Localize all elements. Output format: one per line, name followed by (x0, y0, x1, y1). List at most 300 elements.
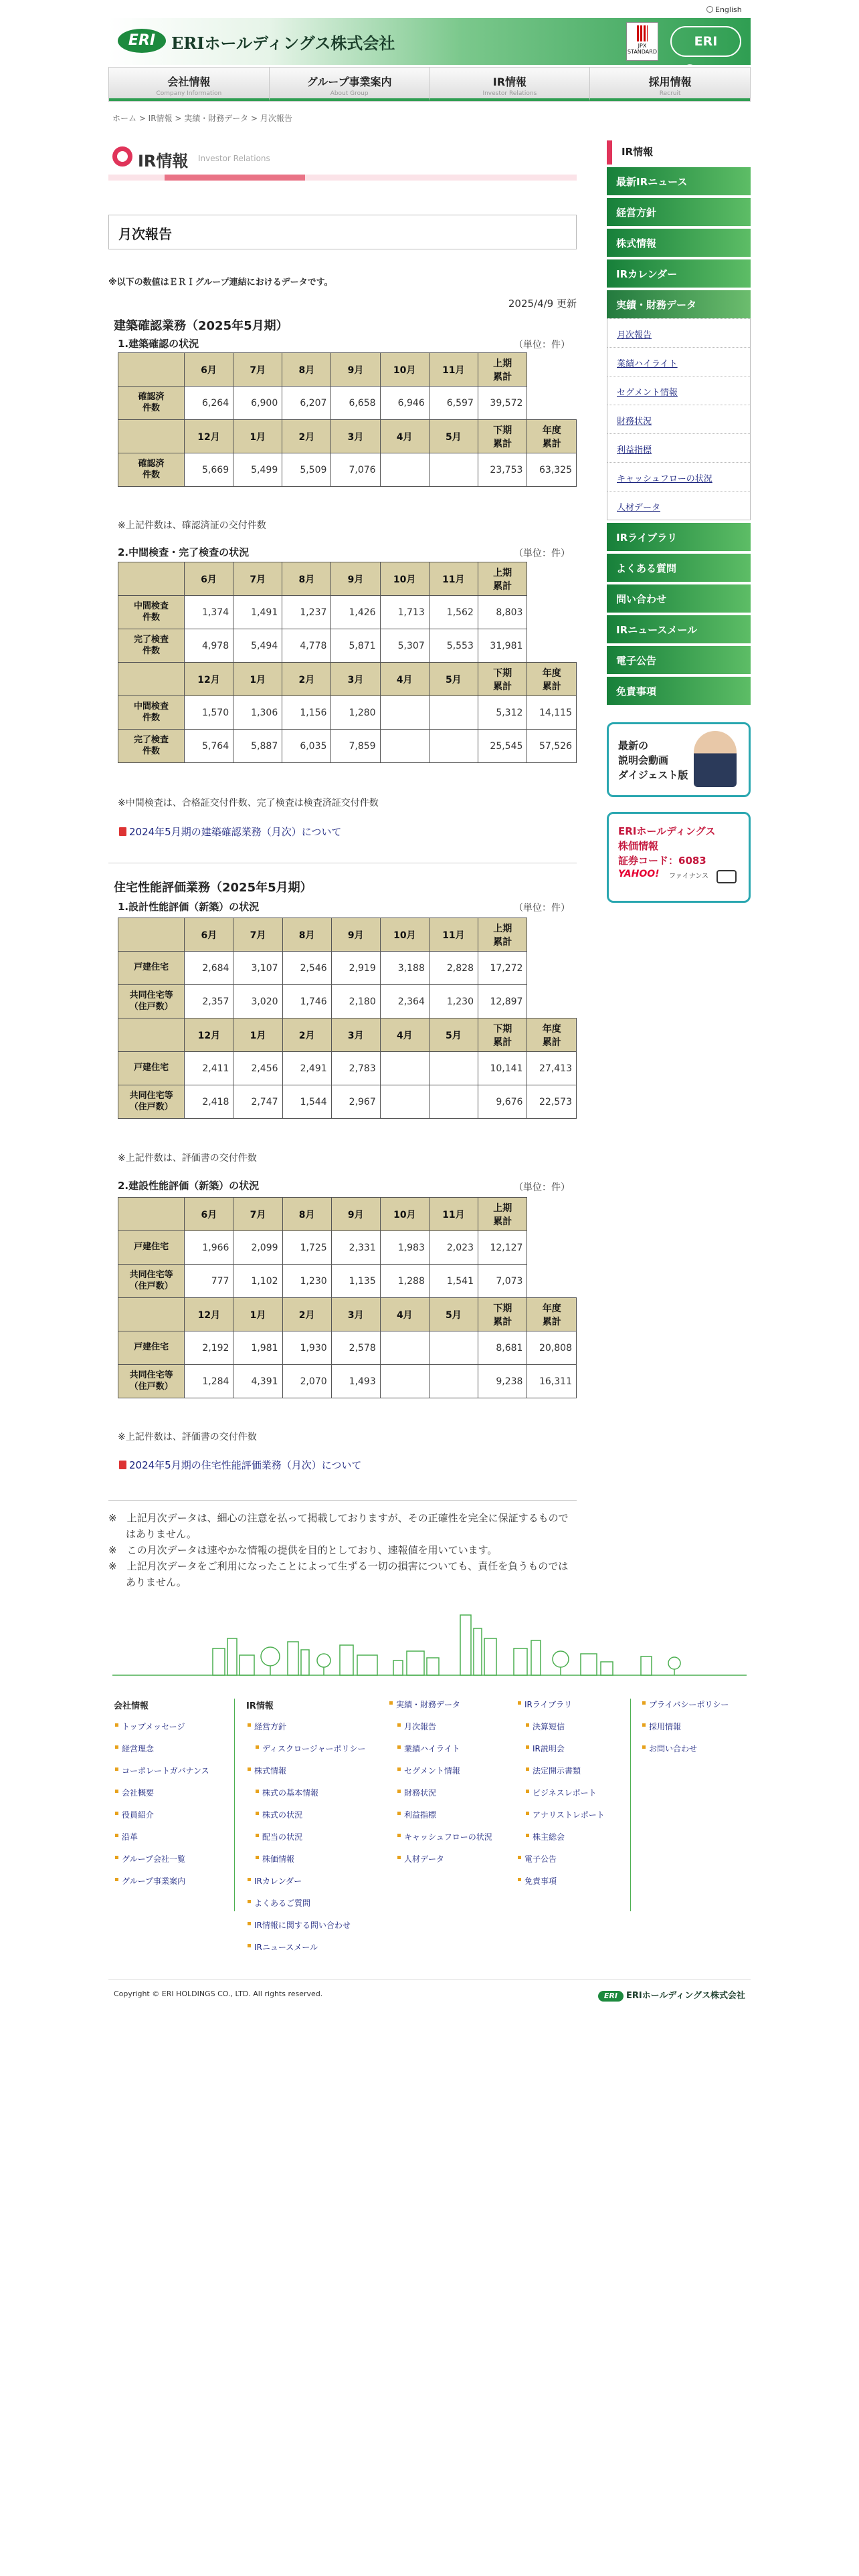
table-cell (429, 1052, 478, 1085)
footer-link[interactable]: 月次報告 (396, 1721, 515, 1743)
yahoo-logo: YAHOO! (618, 869, 660, 879)
table-cell (380, 1085, 429, 1119)
ir-title-block (108, 144, 577, 184)
footer-link[interactable]: 役員紹介 (114, 1809, 227, 1831)
disclaimer-item: ※ 上記月次データをご利用になったことによって生ずる一切の損害についても、責任を負うものではありません。 (108, 1560, 569, 1588)
header-corner (118, 562, 185, 596)
table-cell: 1,746 (282, 985, 331, 1018)
table-cell: 1,493 (331, 1365, 380, 1398)
table-cell: 6,946 (380, 387, 429, 420)
table-cell: 2,331 (331, 1231, 380, 1265)
footer-link[interactable]: 株式の状況 (254, 1809, 387, 1831)
column-header: 5月 (429, 420, 478, 453)
table-cell: 31,981 (478, 629, 527, 663)
table-cell (429, 730, 478, 763)
stock-price-banner[interactable] (607, 812, 751, 903)
column-header: 上期 累計 (478, 1198, 527, 1231)
breadcrumb[interactable]: ホーム > IR情報 > 実績・財務データ > 月次報告 (112, 114, 292, 123)
table-cell: 6,900 (233, 387, 282, 420)
footer-link[interactable]: 株価情報 (254, 1853, 387, 1875)
nav-label: 会社情報 (167, 76, 211, 88)
footer-link[interactable]: トップメッセージ (114, 1721, 227, 1743)
table-cell: 17,272 (478, 952, 527, 985)
side-item-contact[interactable]: 問い合わせ (607, 584, 751, 613)
footer-link[interactable]: グループ会社一覧 (114, 1853, 227, 1875)
column-header: 7月 (233, 562, 282, 596)
table-cell: 1,981 (233, 1331, 282, 1365)
nav-company[interactable] (109, 68, 270, 101)
column-header: 上期 累計 (478, 562, 527, 596)
nav-sublabel: Company Information (156, 90, 222, 97)
pdf-icon (119, 1461, 126, 1469)
footer-col-misc (641, 1699, 751, 1765)
column-header: 5月 (429, 1298, 478, 1331)
side-subnav (607, 318, 751, 520)
table-cell: 1,966 (185, 1231, 233, 1265)
column-header: 7月 (233, 1198, 282, 1231)
unit-label: （単位：件） (514, 1182, 570, 1193)
table-title: 1.建築確認の状況 (118, 338, 199, 350)
column-header: 3月 (331, 1018, 380, 1052)
global-nav (108, 67, 751, 102)
column-header: 9月 (331, 1198, 380, 1231)
side-sub-highlight[interactable]: 業績ハイライト (607, 347, 750, 376)
footer-link[interactable]: 経営方針 (246, 1721, 387, 1743)
table-cell: 5,553 (429, 629, 478, 663)
table-cell: 2,919 (331, 952, 380, 985)
footer-link[interactable]: IR情報に関する問い合わせ (246, 1919, 387, 1941)
footer-link-list (516, 1699, 630, 1897)
table-cell: 1,230 (429, 985, 478, 1018)
nav-label: グループ事業案内 (306, 76, 392, 88)
side-sub-finance[interactable]: 財務状況 (607, 405, 750, 433)
table-row (118, 453, 577, 487)
table-cell (429, 696, 478, 730)
side-sub-cashflow[interactable]: キャッシュフローの状況 (607, 462, 750, 491)
table-cell: 1,983 (380, 1231, 429, 1265)
english-link[interactable] (706, 5, 742, 14)
pdf-link-jutaku[interactable] (119, 1458, 361, 1472)
table-cell: 10,141 (478, 1052, 527, 1085)
group-note: ※以下の数値はＥＲＩグループ連結におけるデータです。 (108, 278, 333, 288)
column-header: 1月 (233, 663, 282, 696)
column-header: 下期 累計 (478, 1018, 527, 1052)
table-header-row (118, 663, 577, 696)
table-cell: 3,107 (233, 952, 282, 985)
table-cell: 4,778 (282, 629, 331, 663)
footer-col-title: 会社情報 (114, 1701, 149, 1711)
table-cell: 2,364 (380, 985, 429, 1018)
footer-link[interactable]: 経営理念 (114, 1743, 227, 1765)
footer-link[interactable]: 決算短信 (524, 1721, 630, 1743)
column-header: 10月 (380, 353, 429, 387)
table-cell: 6,264 (184, 387, 233, 420)
nav-sublabel: Recruit (659, 90, 681, 97)
table-header-row (118, 420, 577, 453)
column-header: 6月 (184, 353, 233, 387)
table-cell: 2,967 (331, 1085, 380, 1119)
table-cell: 8,681 (478, 1331, 527, 1365)
footer-link[interactable]: 業績ハイライト (396, 1743, 515, 1765)
disclaimer-list (108, 1510, 577, 1590)
column-header: 6月 (185, 1198, 233, 1231)
header-corner (118, 1298, 185, 1331)
table-cell: 1,374 (184, 596, 233, 629)
footer-link[interactable]: 沿革 (114, 1831, 227, 1853)
column-header: 11月 (429, 1198, 478, 1231)
footer-link[interactable]: 免責事項 (516, 1875, 630, 1897)
table-cell: 1,930 (282, 1331, 331, 1365)
row-header: 共同住宅等 （住戸数） (118, 1265, 185, 1298)
footer-link[interactable]: ビジネスレポート (524, 1787, 630, 1809)
ir-title: IR情報 (138, 152, 189, 171)
row-header: 中間検査 件数 (118, 696, 185, 730)
footer-link[interactable]: グループ事業案内 (114, 1875, 227, 1897)
table-cell: 16,311 (527, 1365, 577, 1398)
column-header: 7月 (233, 918, 282, 952)
table-cell: 2,023 (429, 1231, 478, 1265)
table-cell: 5,871 (331, 629, 380, 663)
table-cell: 57,526 (527, 730, 577, 763)
table-cell: 6,597 (429, 387, 478, 420)
column-header: 4月 (380, 420, 429, 453)
table-cell: 1,562 (429, 596, 478, 629)
table-row (118, 1231, 577, 1265)
table-row (118, 387, 577, 420)
table-cell: 2,192 (185, 1331, 233, 1365)
device-icon (717, 870, 737, 883)
table-cell (429, 1085, 478, 1119)
english-link-label[interactable]: English (715, 5, 742, 14)
nav-group[interactable] (270, 68, 430, 101)
banner-text: 最新の 説明会動画 ダイジェスト版 (618, 740, 688, 781)
footer-link[interactable]: 人材データ (396, 1853, 515, 1875)
table-cell: 2,747 (233, 1085, 282, 1119)
side-item-disclaimer[interactable]: 免責事項 (607, 677, 751, 705)
table-cell (380, 1365, 429, 1398)
header-corner (118, 1018, 185, 1052)
ir-subtitle: Investor Relations (198, 154, 270, 163)
jpx-label: JPX STANDARD (627, 43, 657, 55)
footer-link[interactable]: IRカレンダー (246, 1875, 387, 1897)
column-header: 4月 (380, 1018, 429, 1052)
column-header: 10月 (380, 918, 429, 952)
table-header-row (118, 1198, 577, 1231)
column-header: 10月 (380, 562, 429, 596)
footer-link[interactable]: IRニュースメール (246, 1941, 387, 1963)
table-cell: 12,127 (478, 1231, 527, 1265)
column-header: 8月 (282, 353, 331, 387)
divider (108, 1500, 577, 1501)
table-title: 2.建設性能評価（新築）の状況 (118, 1180, 260, 1192)
table-cell (429, 1331, 478, 1365)
nav-label: IR情報 (492, 76, 527, 88)
table-cell: 1,544 (282, 1085, 331, 1119)
table-cell: 63,325 (527, 453, 577, 487)
nav-label: 採用情報 (648, 76, 692, 88)
table-header-row (118, 1298, 577, 1331)
side-nav-header: IR情報 (607, 140, 751, 165)
row-header: 中間検査 件数 (118, 596, 185, 629)
eri-logo[interactable]: ERI (118, 29, 166, 53)
table-cell: 1,725 (282, 1231, 331, 1265)
pdf-link-kenchiku[interactable] (119, 825, 341, 839)
footer-link[interactable]: コーポレートガバナンス (114, 1765, 227, 1787)
unit-label: （単位：件） (514, 903, 570, 914)
column-header: 年度 累計 (527, 1298, 577, 1331)
footer-link[interactable]: 会社概要 (114, 1787, 227, 1809)
presenter-photo (694, 731, 737, 787)
footer-link[interactable]: 株式情報 (246, 1765, 387, 1787)
column-header: 12月 (185, 1018, 233, 1052)
eri-logo-mark: ERI (598, 1991, 624, 2002)
side-sub-segment[interactable]: セグメント情報 (607, 376, 750, 405)
data-table (118, 562, 577, 763)
row-header: 戸建住宅 (118, 1231, 185, 1265)
footer-col-library (516, 1699, 630, 1897)
footer-link[interactable]: アナリストレポート (524, 1809, 630, 1831)
data-table (118, 918, 577, 1119)
column-header: 4月 (380, 1298, 429, 1331)
table-cell: 3,188 (380, 952, 429, 985)
header-corner (118, 353, 185, 387)
row-header: 共同住宅等 （住戸数） (118, 1365, 185, 1398)
unit-label: （単位：件） (514, 548, 570, 559)
table-cell: 2,180 (331, 985, 380, 1018)
side-sub-profit[interactable]: 利益指標 (607, 433, 750, 462)
table-cell: 2,578 (331, 1331, 380, 1365)
column-header: 3月 (331, 1298, 380, 1331)
table-cell: 1,237 (282, 596, 331, 629)
table-cell: 7,073 (478, 1265, 527, 1298)
main-content (108, 144, 577, 1471)
table-cell: 5,499 (233, 453, 282, 487)
table-row (118, 1052, 577, 1085)
footer-company-name: ERIホールディングス株式会社 (626, 1991, 745, 2001)
table-cell: 3,020 (233, 985, 282, 1018)
column-header: 2月 (282, 1018, 331, 1052)
footer-col-company (114, 1699, 227, 1897)
column-header: 7月 (233, 353, 282, 387)
table-note: ※上記件数は、評価書の交付件数 (118, 1153, 257, 1164)
table-cell: 1,713 (380, 596, 429, 629)
table-cell (380, 1331, 429, 1365)
column-header: 11月 (429, 918, 478, 952)
page-title: 月次報告 (108, 215, 577, 249)
pdf-link-label[interactable]: 2024年5月期の住宅性能評価業務（月次）について (129, 1459, 362, 1471)
table-cell: 2,546 (282, 952, 331, 985)
row-header: 確認済 件数 (118, 453, 185, 487)
table-title: 2.中間検査・完了検査の状況 (118, 546, 250, 558)
table-header-row (118, 562, 577, 596)
nav-ir[interactable] (430, 68, 591, 101)
pdf-link-label[interactable]: 2024年5月期の建築確認業務（月次）について (129, 826, 342, 838)
table-cell: 2,411 (185, 1052, 233, 1085)
row-header: 戸建住宅 (118, 1331, 185, 1365)
jpx-icon (637, 25, 648, 41)
column-header: 2月 (282, 1298, 331, 1331)
table-cell: 9,238 (478, 1365, 527, 1398)
column-header: 上期 累計 (478, 353, 527, 387)
row-header: 完了検査 件数 (118, 629, 185, 663)
footer-link[interactable]: 財務状況 (396, 1787, 515, 1809)
footer-link[interactable]: 採用情報 (641, 1721, 751, 1743)
footer-link[interactable]: 電子公告 (516, 1853, 630, 1875)
table-row (118, 1331, 577, 1365)
table-cell: 5,509 (282, 453, 331, 487)
footer-link-list (388, 1699, 515, 1875)
table-cell: 25,545 (478, 730, 527, 763)
table-cell: 23,753 (478, 453, 527, 487)
table-cell: 2,357 (185, 985, 233, 1018)
footer-link[interactable]: お問い合わせ (641, 1743, 751, 1765)
footer-link-list (641, 1699, 751, 1765)
finance-label: ファイナンス (669, 873, 708, 880)
table-note: ※中間検査は、合格証交付件数、完了検査は検査済証交付件数 (118, 798, 379, 809)
column-header: 6月 (184, 562, 233, 596)
footer-col-ir (246, 1699, 387, 1963)
column-header: 年度 累計 (527, 663, 577, 696)
disclaimer-item: ※ 上記月次データは、細心の注意を払って掲載しておりますが、その正確性を完全に保証するものではありません。 (108, 1512, 569, 1540)
column-header: 1月 (233, 1018, 282, 1052)
table-cell: 2,491 (282, 1052, 331, 1085)
ring-icon (112, 146, 132, 167)
side-item-policy[interactable]: 経営方針 (607, 198, 751, 226)
table-row (118, 629, 577, 663)
table-cell: 2,070 (282, 1365, 331, 1398)
footer-col-financial (388, 1699, 515, 1875)
column-header: 年度 累計 (527, 1018, 577, 1052)
column-header: 5月 (429, 1018, 478, 1052)
footer-link[interactable]: IR説明会 (524, 1743, 630, 1765)
nav-sublabel: About Group (330, 90, 369, 97)
footer-link-list (114, 1721, 227, 1897)
table-cell: 1,570 (184, 696, 233, 730)
title-underline (108, 175, 577, 181)
section-title-kenchiku: 建築確認業務（2025年5月期） (114, 319, 288, 333)
column-header: 8月 (282, 1198, 331, 1231)
eri-group-logo[interactable]: ERI (670, 26, 741, 57)
side-sub-hr[interactable]: 人材データ (607, 491, 750, 520)
footer-link[interactable]: プライバシーポリシー (641, 1699, 751, 1721)
table-cell: 777 (185, 1265, 233, 1298)
table-row (118, 696, 577, 730)
table-cell (380, 453, 429, 487)
column-header: 11月 (429, 353, 478, 387)
column-header: 下期 累計 (478, 663, 527, 696)
globe-icon (706, 6, 713, 13)
footer-logo[interactable] (598, 1988, 745, 2002)
side-item-calendar[interactable]: IRカレンダー (607, 259, 751, 288)
table-cell: 20,808 (527, 1331, 577, 1365)
table-cell: 1,230 (282, 1265, 331, 1298)
row-header: 完了検査 件数 (118, 730, 185, 763)
column-header: 9月 (331, 562, 380, 596)
table-title: 1.設計性能評価（新築）の状況 (118, 901, 260, 913)
column-header: 4月 (380, 663, 429, 696)
table-cell: 9,676 (478, 1085, 527, 1119)
footer-link[interactable]: IRライブラリ (516, 1699, 630, 1721)
table-cell: 12,897 (478, 985, 527, 1018)
table-row (118, 985, 577, 1018)
footer-link-list (246, 1721, 387, 1963)
video-digest-banner[interactable] (607, 722, 751, 797)
footer-link[interactable]: 配当の状況 (254, 1831, 387, 1853)
banner-text: ERIホールディングス 株価情報 証券コード：6083 (618, 825, 716, 867)
footer-link[interactable]: 利益指標 (396, 1809, 515, 1831)
table-cell: 4,391 (233, 1365, 282, 1398)
side-item-faq[interactable]: よくある質問 (607, 554, 751, 582)
table-cell (380, 1052, 429, 1085)
table-cell: 1,102 (233, 1265, 282, 1298)
footer-bottom (108, 1979, 751, 2006)
table-cell: 2,783 (331, 1052, 380, 1085)
table-cell: 1,288 (380, 1265, 429, 1298)
side-item-stock[interactable]: 株式情報 (607, 229, 751, 257)
side-item-notice[interactable]: 電子公告 (607, 646, 751, 674)
table-cell: 7,076 (331, 453, 380, 487)
table-row (118, 1085, 577, 1119)
header-corner (118, 918, 185, 952)
side-item-newsmail[interactable]: IRニュースメール (607, 615, 751, 643)
table-cell: 1,426 (331, 596, 380, 629)
section-title-jutaku: 住宅性能評価業務（2025年5月期） (114, 881, 312, 895)
table-row (118, 730, 577, 763)
table-note: ※上記件数は、評価書の交付件数 (118, 1432, 257, 1442)
table-cell: 27,413 (527, 1052, 577, 1085)
footer-link[interactable]: 実績・財務データ (388, 1699, 515, 1721)
column-header: 12月 (184, 663, 233, 696)
table-cell (429, 1365, 478, 1398)
table-cell: 2,099 (233, 1231, 282, 1265)
side-sub-monthly[interactable]: 月次報告 (607, 318, 750, 347)
footer-link[interactable]: 法定開示書類 (524, 1765, 630, 1787)
column-header: 下期 累計 (478, 1298, 527, 1331)
table-cell: 1,306 (233, 696, 282, 730)
table-cell: 1,541 (429, 1265, 478, 1298)
footer-link[interactable]: 株主総会 (524, 1831, 630, 1853)
nav-recruit[interactable] (590, 68, 750, 101)
side-item-financial[interactable]: 実績・財務データ (607, 290, 751, 318)
table-cell: 4,978 (184, 629, 233, 663)
footer-link[interactable]: 株式の基本情報 (254, 1787, 387, 1809)
footer-link[interactable]: キャッシュフローの状況 (396, 1831, 515, 1853)
side-item-news[interactable]: 最新IRニュース (607, 167, 751, 195)
table-row (118, 1365, 577, 1398)
column-header: 上期 累計 (478, 918, 527, 952)
footer-link[interactable]: ディスクロージャーポリシー (254, 1743, 387, 1765)
column-header: 1月 (233, 420, 282, 453)
table-cell (429, 453, 478, 487)
side-item-library[interactable]: IRライブラリ (607, 523, 751, 551)
row-header: 戸建住宅 (118, 952, 185, 985)
table-cell: 1,135 (331, 1265, 380, 1298)
table-cell: 2,828 (429, 952, 478, 985)
table-cell: 2,418 (185, 1085, 233, 1119)
table-cell: 14,115 (527, 696, 577, 730)
footer-nav (108, 1699, 751, 1979)
company-name[interactable]: ERIホールディングス株式会社 (171, 33, 395, 53)
header-corner (118, 420, 185, 453)
unit-label: （単位：件） (514, 340, 570, 350)
cityscape-illustration (112, 1608, 747, 1682)
column-header: 3月 (331, 663, 380, 696)
table-cell: 5,669 (184, 453, 233, 487)
site-header (108, 18, 751, 65)
row-header: 共同住宅等 （住戸数） (118, 1085, 185, 1119)
footer-link[interactable]: セグメント情報 (396, 1765, 515, 1787)
footer-link[interactable]: よくあるご質問 (246, 1897, 387, 1919)
